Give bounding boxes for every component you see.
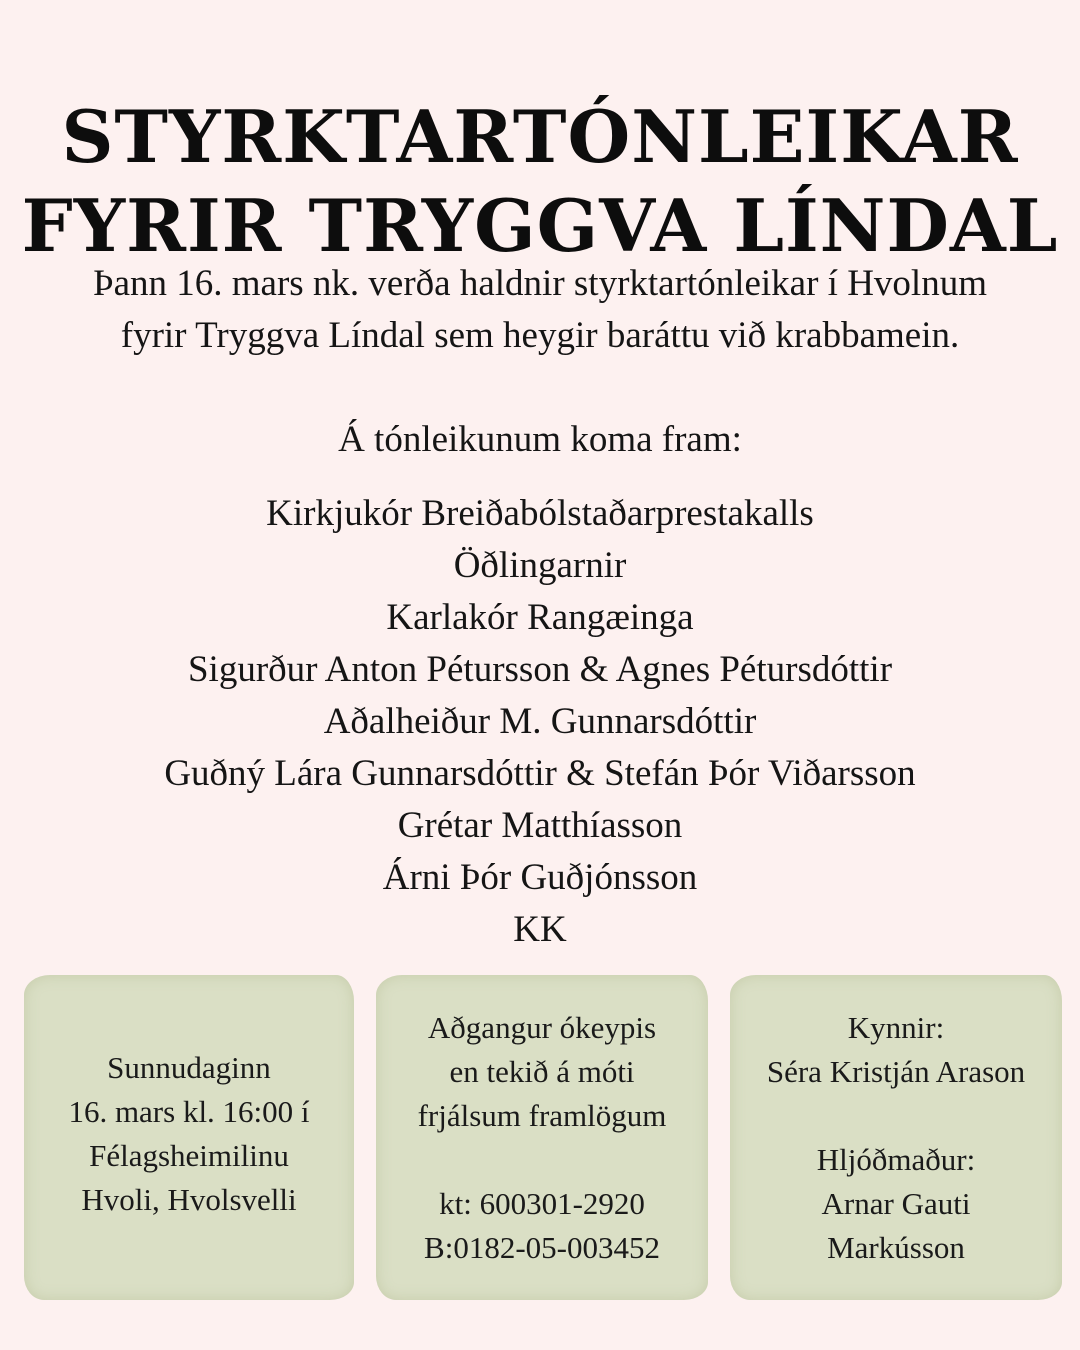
admission-line: en tekið á móti: [449, 1053, 635, 1089]
credits-text: [767, 1006, 1025, 1270]
performer-item: Kirkjukór Breiðabólstaðarprestakalls: [266, 493, 814, 534]
intro-line-1: Þann 16. mars nk. verða haldnir styrktartónleikar í Hvolnum: [93, 263, 987, 304]
event-date-time: 16. mars kl. 16:00 í: [68, 1093, 310, 1129]
sound-label: Hljóðmaður:: [816, 1141, 976, 1177]
credits-card: [730, 975, 1062, 1300]
performer-item: Guðný Lára Gunnarsdóttir & Stefán Þór Viðarsson: [164, 753, 916, 794]
kennitala: kt: 600301-2920: [439, 1185, 645, 1221]
spacer: [767, 1094, 1025, 1138]
event-location: Hvoli, Hvolsvelli: [81, 1181, 297, 1217]
performer-item: Sigurður Anton Pétursson & Agnes Pétursdóttir: [187, 649, 893, 690]
admission-line: Aðgangur ókeypis: [427, 1009, 657, 1045]
event-info-card: [24, 975, 354, 1300]
event-info-text: [68, 1046, 309, 1222]
admission-card: [376, 975, 708, 1300]
host-name: Séra Kristján Arason: [766, 1053, 1026, 1089]
title-line-1: STYRKTARTÓNLEIKAR: [61, 94, 1019, 180]
intro-line-2: fyrir Tryggva Líndal sem heygir baráttu við krabbamein.: [120, 315, 960, 356]
sound-name-first: Arnar Gauti: [821, 1185, 971, 1221]
performer-item: Aðalheiður M. Gunnarsdóttir: [323, 701, 757, 742]
event-venue: Félagsheimilinu: [89, 1137, 289, 1173]
admission-text: [418, 1006, 667, 1270]
performers-list: [0, 488, 1080, 956]
performers-heading: Á tónleikunum koma fram:: [338, 419, 742, 460]
host-label: Kynnir:: [847, 1009, 945, 1045]
sound-name-last: Markússon: [827, 1229, 965, 1265]
performer-item: KK: [513, 909, 567, 950]
performer-item: Öðlingarnir: [453, 545, 627, 586]
title-line-2: FYRIR TRYGGVA LÍNDAL: [21, 183, 1059, 269]
bank-account: B:0182-05-003452: [424, 1229, 660, 1265]
performer-item: Karlakór Rangæinga: [386, 597, 694, 638]
admission-line: frjálsum framlögum: [417, 1097, 667, 1133]
performer-item: Grétar Matthíasson: [397, 805, 683, 846]
performer-item: Árni Þór Guðjónsson: [382, 857, 698, 898]
spacer: [418, 1138, 667, 1182]
event-day: Sunnudaginn: [107, 1049, 271, 1085]
